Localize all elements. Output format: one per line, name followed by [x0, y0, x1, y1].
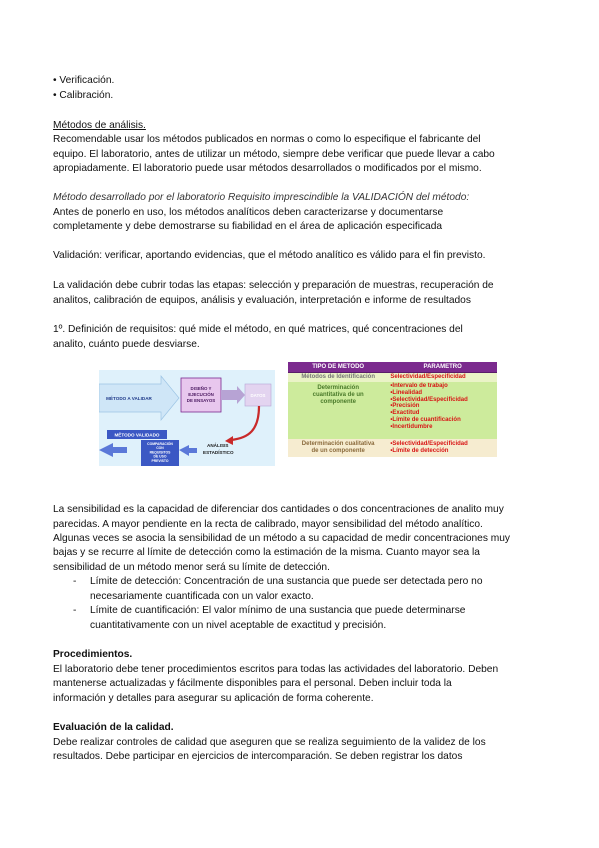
text-line: 1º. Definición de requisitos: qué mide el método, en qué matrices, qué concentraciones del: [53, 324, 463, 335]
text-line: analitos, calibración de equipos, análisis y evaluación, interpretación e informe de resultados: [53, 295, 471, 306]
data-label: DATOS: [250, 393, 266, 398]
validation-process-diagram: [99, 370, 275, 466]
table-row: [288, 382, 497, 439]
section-heading-metodos: Métodos de análisis.: [53, 120, 146, 131]
design-line: EJECUCIÓN: [188, 392, 214, 397]
analysis-line: ANÁLISIS: [207, 443, 229, 448]
text-line: La sensibilidad es la capacidad de diferenciar dos cantidades o dos concentraciones de analito muy: [53, 504, 504, 515]
comparison-line: PREVISTO: [151, 458, 169, 463]
comparison-line: COMPARACIÓN: [147, 442, 173, 446]
analysis-line: ESTADÍSTICO: [203, 450, 234, 455]
table-row: [288, 373, 497, 383]
comparison-line: CON: [156, 446, 164, 451]
text-line: bajas y se recurre al límite de detección como la estimación de la misma. Cuanto mayor sea la: [53, 547, 480, 558]
text-line: sensibilidad de un método menor será su límite de detección.: [53, 562, 330, 573]
method-type-cell: Determinación cualitativa de un componente: [288, 439, 388, 457]
column-header: TIPO DE METODO: [288, 362, 388, 373]
text-line: Debe realizar controles de calidad que aseguren que se realiza seguimiento de la validez de los: [53, 737, 486, 748]
method-type-cell: Métodos de Identificación: [288, 373, 388, 383]
italic-line: Método desarrollado por el laboratorio Requisito imprescindible la VALIDACIÓN del método:: [53, 192, 470, 203]
design-line: DE ENSAYOS: [186, 398, 216, 403]
text-line: mantenerse actualizadas y fácilmente disponibles para el personal. Deben incluir toda la: [53, 678, 452, 689]
text-line: completamente y debe demostrarse su fiabilidad en el área de aplicación especificada: [53, 221, 443, 232]
parameter-cell: Selectividad/Especificidad: [388, 373, 497, 383]
document-page: • Verificación. • Calibración. Métodos de análisis. Recomendable usar los métodos publicados en normas o como lo especifique el fabricante del equipo. El laboratorio, antes de utilizar un método, siempre debe verificar que puede llevar a cabo apropiadamente. El laboratorio puede usar métodos desarrollados o modificados por el mismo. Método desarrollado por el laboratorio Requisito imprescindible la VALIDACIÓN del método: Antes de ponerlo en uso, los métodos analíticos deben caracterizarse y documentarse completamente y debe demostrarse su fiabilidad en el área de aplicación especificada Validación: verificar, aportando evidencias, que el método analítico es válido para el fin previsto. La validación debe cubrir todas las etapas: selección y preparación de muestras, recuperación de analitos, calibración de equipos, análisis y evaluación, interpretación e informe de resultados 1º. Definición de requisitos: qué mide el método, en qué matrices, qué concentraciones del analito, cuánto puede desviarse. MÉTODO A VALIDAR DISEÑO Y EJECUCIÓN DE ENSAYOS DATOS MÉTODO VALIDADO COMPARACIÓN CON REQUISITOS DE USO PREVISTO ANÁLISIS ESTADÍSTICO TIPO DE METODO PARAMETRO Métodos de Identificación Selectividad/Especificidad Determinación cuantitativa de un componente •Intervalo de trabajo •Linealidad •Selectividad/Especificidad •Precisión •Exactitud •Límite de cuantificación •Incertidumbre Determinación cualitativa de un componente •Selectividad/Especificidad •Límite de detección La sensibilidad es la capacidad de diferenciar dos cantidades o dos concentraciones de analito muy parecidas. A mayor pendiente en la recta de calibrado, mayor sensibilidad del método analítico. Algunas veces se asocia la sensibilidad de un método a su capacidad de medir concentraciones muy bajas y se recurre al límite de detección como la estimación de la misma. Cuanto mayor sea la sensibilidad de un método menor será su límite de detección. - Límite de detección: Concentración de una sustancia que puede ser detectada pero no necesariamente cuantificada con un valor exacto. - Límite de cuantificación: El valor mínimo de una sustancia que puede determinarse cuantitativamente con un nivel aceptable de exactitud y precisión. Procedimientos. El laboratorio debe tener procedimientos escritos para todas las actividades del laboratorio. Deben mantenerse actualizadas y fácilmente disponibles para el personal. Deben incluir toda la información y detalles para asegurar su aplicación de forma coherente. Evaluación de la calidad. Debe realizar controles de calidad que aseguren que se realiza seguimiento de la validez de los resultados. Debe participar en ejercicios de intercomparación. Se deben registrar los datos: [0, 0, 599, 848]
comparison-line: REQUISITOS: [149, 450, 171, 455]
validacion-definition: Validación: verificar, aportando evidencias, que el método analítico es válido para el fin previsto.: [53, 250, 486, 261]
text-line: parecidas. A mayor pendiente en la recta de calibrado, mayor sensibilidad del método analítico.: [53, 519, 483, 530]
text-line: analito, cuánto puede desviarse.: [53, 339, 200, 350]
text-line: información y detalles para asegurar su aplicación de forma coherente.: [53, 693, 374, 704]
section-heading-procedimientos: Procedimientos.: [53, 649, 133, 660]
method-to-validate-label: MÉTODO A VALIDAR: [106, 396, 152, 401]
parameter-cell: •Intervalo de trabajo •Linealidad •Selectividad/Especificidad •Precisión •Exactitud •Límite de cuantificación •Incertidumbre: [388, 382, 497, 439]
text-line: equipo. El laboratorio, antes de utilizar un método, siempre debe verificar que puede llevar a cabo: [53, 149, 495, 160]
text-line: resultados. Debe participar en ejercicios de intercomparación. Se deben registrar los datos: [53, 751, 463, 762]
design-line: DISEÑO Y: [190, 386, 212, 391]
dash-marker: -: [73, 605, 77, 616]
text-line: apropiadamente. El laboratorio puede usar métodos desarrollados o modificados por el mismo.: [53, 163, 482, 174]
method-type-cell: Determinación cuantitativa de un componente: [288, 382, 388, 439]
text-line: El laboratorio debe tener procedimientos escritos para todas las actividades del laboratorio. Deben: [53, 664, 499, 675]
method-type-table: [288, 362, 497, 457]
text-line: Antes de ponerlo en uso, los métodos analíticos deben caracterizarse y documentarse: [53, 207, 444, 218]
validated-method-label: MÉTODO VALIDADO: [114, 432, 160, 438]
column-header: PARAMETRO: [388, 362, 497, 373]
dash-marker: -: [73, 576, 77, 587]
bullet-item: • Calibración.: [53, 90, 114, 101]
table-header-row: [288, 362, 497, 373]
text-line: Algunas veces se asocia la sensibilidad de un método a su capacidad de medir concentraciones muy: [53, 533, 511, 544]
section-heading-evaluacion: Evaluación de la calidad.: [53, 722, 174, 733]
text-line: Recomendable usar los métodos publicados en normas o como lo especifique el fabricante del: [53, 134, 481, 145]
bullet-item: • Verificación.: [53, 75, 115, 86]
text-line: La validación debe cubrir todas las etapas: selección y preparación de muestras, recuperación de: [53, 280, 494, 291]
comparison-line: DE USO: [153, 454, 167, 459]
parameter-cell: •Selectividad/Especificidad •Límite de detección: [388, 439, 497, 457]
table-row: [288, 439, 497, 457]
